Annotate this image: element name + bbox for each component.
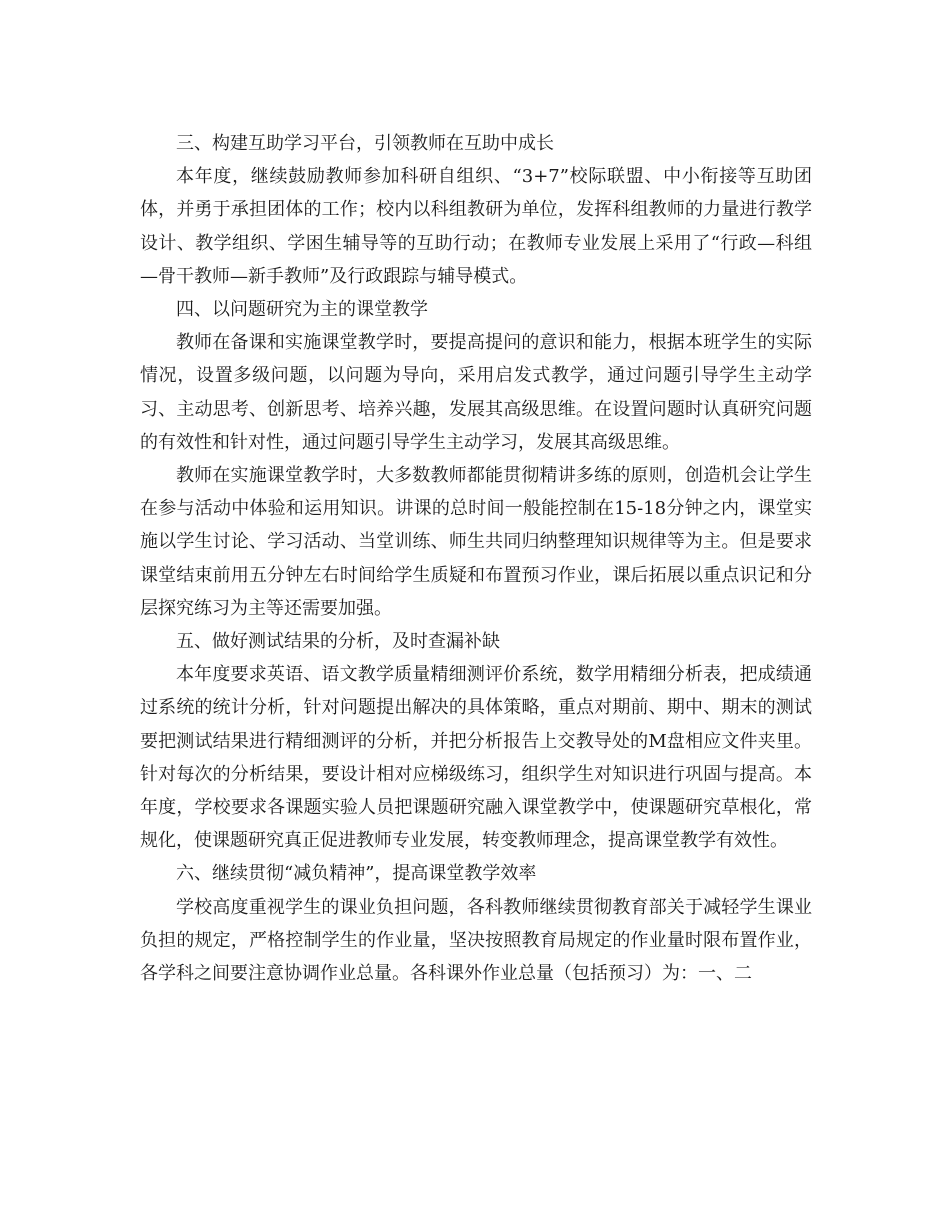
paragraph: 教师在实施课堂教学时，大多数教师都能贯彻精讲多练的原则，创造机会让学生在参与活动中体验和运用知识。讲课的总时间一般能控制在15-18分钟之内，课堂实施以学生讨论、学习活动、当堂训练、师生共同归纳整理知识规律等为主。但是要求课堂结束前用五分钟左右时间给学生质疑和布置预习作业，课后拓展以重点识记和分层探究练习为主等还需要加强。 [140,465,812,619]
paragraph: 教师在备课和实施课堂教学时，要提高提问的意识和能力，根据本班学生的实际情况，设置多级问题，以问题为导向，采用启发式教学，通过问题引导学生主动学习、主动思考、创新思考、培养兴趣，发展其高级思维。在设置问题时认真研究问题的有效性和针对性，通过问题引导学生主动学习，发展其高级思维。 [140,332,812,453]
section-heading-4: 四、以问题研究为主的课堂教学 [176,299,428,321]
paragraph: 本年度，继续鼓励教师参加科研自组织、“3+7”校际联盟、中小衔接等互助团体，并勇于承担团体的工作；校内以科组教研为单位，发挥科组教师的力量进行教学设计、教学组织、学困生辅导等的互助行动；在教师专业发展上采用了“行政—科组—骨干教师—新手教师”及行政跟踪与辅导模式。 [140,166,812,287]
paragraph: 本年度要求英语、语文教学质量精细测评价系统，数学用精细分析表，把成绩通过系统的统计分析，针对问题提出解决的具体策略，重点对期前、期中、期末的测试要把测试结果进行精细测评的分析，并把分析报告上交教导处的M盘相应文件夹里。针对每次的分析结果，要设计相对应梯级练习，组织学生对知识进行巩固与提高。本年度，学校要求各课题实验人员把课题研究融入课堂教学中，使课题研究草根化，常规化，使课题研究真正促进教师专业发展，转变教师理念，提高课堂教学有效性。 [140,664,812,852]
document-body [140,127,812,990]
section-heading-5: 五、做好测试结果的分析，及时查漏补缺 [176,631,500,653]
section-heading-3: 三、构建互助学习平台，引领教师在互助中成长 [176,133,554,154]
paragraph: 学校高度重视学生的课业负担问题，各科教师继续贯彻教育部关于减轻学生课业负担的规定，严格控制学生的作业量，坚决按照教育局规定的作业量时限布置作业，各学科之间要注意协调作业总量。各科课外作业总量（包括预习）为：一、二 [140,896,812,985]
section-heading-6: 六、继续贯彻“减负精神”，提高课堂教学效率 [176,863,537,885]
